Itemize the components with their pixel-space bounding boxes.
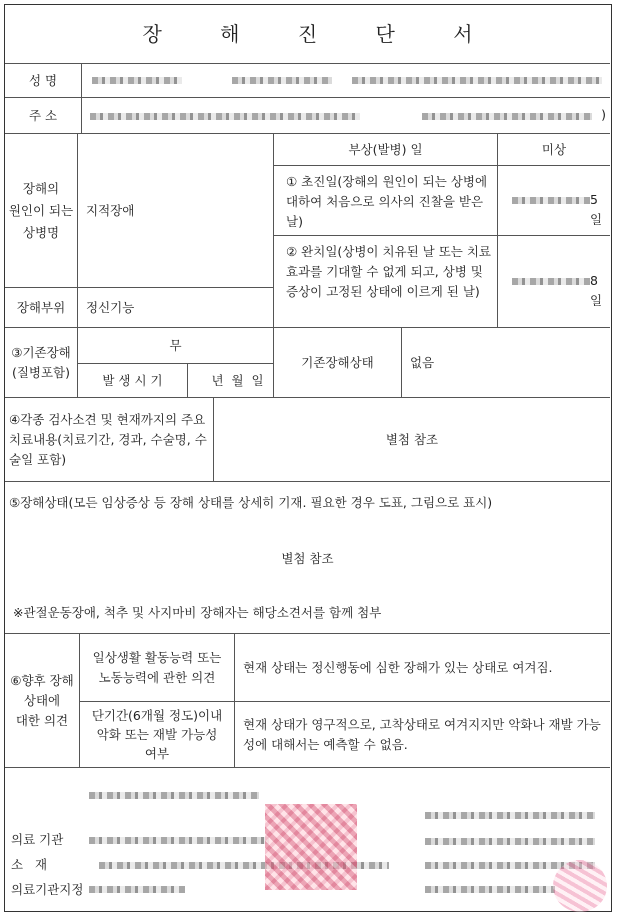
institution-location-label: 소 재 [11,857,48,872]
redacted-doctor-name [425,886,555,893]
cause-label: 장해의 원인이 되는 상병명 [5,133,77,287]
redacted-specialty [425,838,595,845]
cure-date-cell [497,235,610,327]
redacted-issue-date [89,792,259,799]
redacted-name [92,77,182,84]
condition-label: ⑤장해상태(모든 임상증상 등 장해 상태를 상세히 기재. 필요한 경우 도표, 그림으로 표시) [9,495,493,510]
redacted-license-number [425,812,595,819]
address-value-cell [81,97,610,133]
prognosis-label: ⑥향후 장해 상태에 대한 의견 [5,633,79,767]
first-visit-day-suffix: 5일 [590,192,603,227]
cure-day-suffix: 8일 [590,273,603,308]
institution-section [5,767,610,911]
onset-header: 부상(발병) 일 [273,133,497,165]
address-label: 주 소 [5,97,81,133]
cause-value: 지적장애 [77,133,273,287]
redacted-address-detail [422,113,592,120]
existing-status-value: 없음 [401,327,610,397]
exam-label: ④각종 검사소견 및 현재까지의 주요 치료내용(치료기간, 경과, 수술명, 수술일 포함) [5,397,213,481]
existing-status-label: 기존장해상태 [273,327,401,397]
institution-name-label: 의료 기관 [11,832,64,847]
redacted-phone [352,77,602,84]
onset-unknown-label: 미상 [497,133,610,165]
daily-activity-label: 일상생활 활동능력 또는 노동능력에 관한 의견 [79,633,234,701]
condition-section [5,481,610,633]
doctor-seal [553,860,607,912]
onset-time-label: 발 생 시 기 [77,363,187,397]
cure-label: ② 완치일(상병이 치유된 날 또는 치료효과를 기대할 수 없게 되고, 상병 및 증상이 고정된 상태에 이르게 된 날) [273,235,497,327]
redacted-cure-date [512,278,590,285]
exam-value: 별첨 참조 [213,397,610,481]
disability-certificate-form [4,4,612,912]
redacted-first-visit-date [512,197,590,204]
name-value-cell [81,63,610,97]
name-label: 성 명 [5,63,81,97]
worsening-value: 현재 상태가 영구적으로, 고착상태로 여겨지지만 악화나 재발 가능성에 대해서는 예측할 수 없음. [234,701,610,767]
worsening-label: 단기간(6개월 정도)이내 악화 또는 재발 가능성 여부 [79,701,234,767]
address-closing-paren: ) [601,107,606,122]
existing-presence: 무 [77,327,273,363]
site-value: 정신기능 [77,287,273,327]
condition-note: ※관절운동장애, 척추 및 사지마비 장해자는 해당소견서를 함께 첨부 [13,605,382,620]
first-visit-date-cell [497,165,610,235]
redacted-institution-name [89,837,269,844]
redacted-resident-number [232,77,332,84]
existing-label: ③기존장해 (질병포함) [5,327,77,397]
redacted-address [90,113,360,120]
institution-registration-label: 의료기관지정 [11,882,84,897]
first-visit-label: ① 초진일(장해의 원인이 되는 상병에 대하여 처음으로 의사의 진찰을 받은 날) [273,165,497,235]
onset-time-date: 년 월 일 [187,363,273,397]
daily-activity-value: 현재 상태는 정신행동에 심한 장해가 있는 상태로 여겨짐. [234,633,610,701]
site-label: 장해부위 [5,287,77,327]
document-title: 장 해 진 단 서 [142,22,499,46]
institution-stamp [265,804,357,890]
condition-value: 별첨 참조 [281,551,334,566]
redacted-registration-number [89,886,185,893]
